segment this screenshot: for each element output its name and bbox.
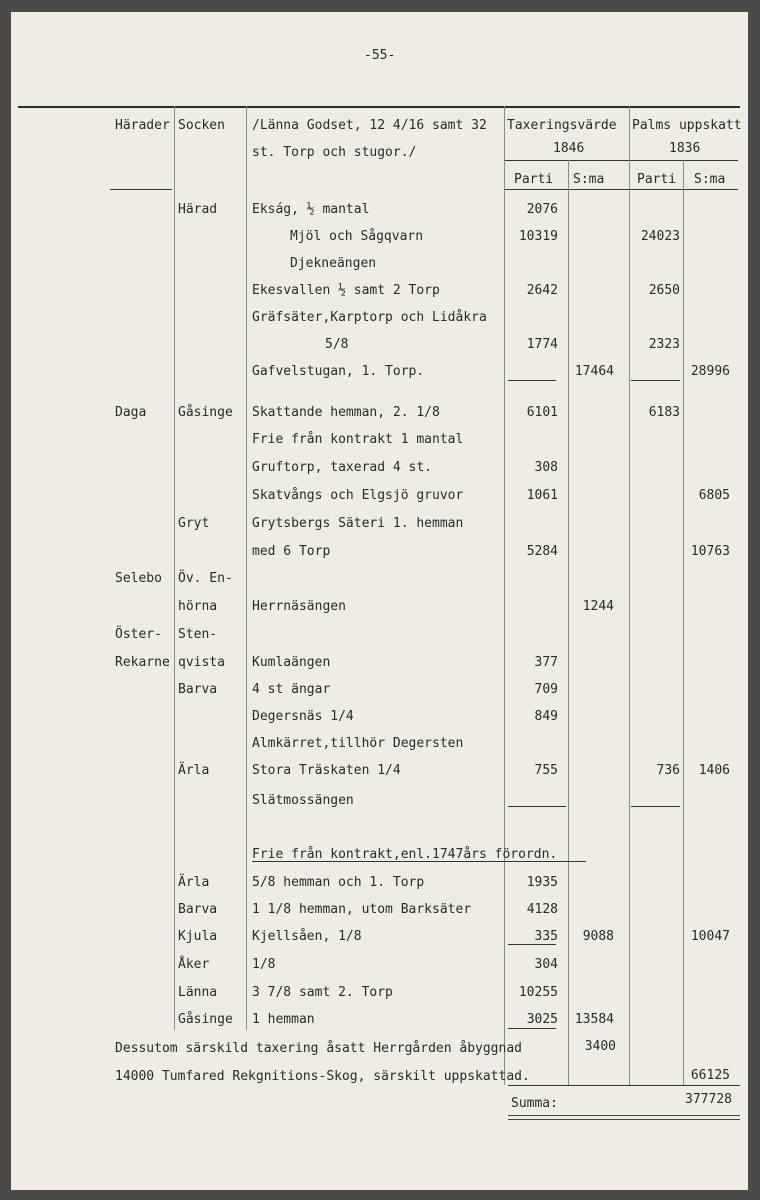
row-tax-parti: 1774 <box>526 337 558 352</box>
row-tax-summa: 17464 <box>574 364 614 379</box>
row-description: Frie från kontrakt,enl.1747års förordn. <box>252 847 558 862</box>
row-description: 5/8 hemman och 1. Torp <box>252 875 425 890</box>
row-tax-parti: 2642 <box>526 283 558 298</box>
row-palms-parti: 2323 <box>648 337 680 352</box>
top-rule <box>18 106 740 108</box>
row-description: Degersnäs 1/4 <box>252 709 354 724</box>
row-tax-parti: 1935 <box>526 875 558 890</box>
row-palms-parti: 6183 <box>648 405 680 420</box>
col-rule-palms <box>629 106 630 1085</box>
row-harad: Rekarne <box>115 655 170 670</box>
row-description: Kjellsåen, 1/8 <box>252 929 362 944</box>
row-socken: Kjula <box>178 929 218 944</box>
row-description: 3 7/8 samt 2. Torp <box>252 985 393 1000</box>
document-page <box>11 12 748 1190</box>
row-socken: Gryt <box>178 516 210 531</box>
row-harad: Selebo <box>115 571 162 586</box>
row-tax-parti: 377 <box>534 655 558 670</box>
row-palms-parti: 24023 <box>640 229 680 244</box>
row-socken: hörna <box>178 599 218 614</box>
header-harader: Härader <box>115 118 170 133</box>
row-socken: Ärla <box>178 875 210 890</box>
row-tax-parti: 2076 <box>526 202 558 217</box>
row-socken: Öv. En- <box>178 571 233 586</box>
row-harad: Daga <box>115 405 147 420</box>
row-palms-summa: 28996 <box>690 364 730 379</box>
footer-line2: 14000 Tumfared Rekgnitions-Skog, särskilt uppskattad. <box>115 1069 530 1084</box>
header-parti-1: Parti <box>514 172 554 187</box>
col-rule-taxsum <box>568 160 569 1085</box>
row-tax-parti: 4128 <box>526 902 558 917</box>
row-socken: Länna <box>178 985 218 1000</box>
row-description: Gafvelstugan, 1. Torp. <box>252 364 425 379</box>
header-sma-1: S:ma <box>573 172 605 187</box>
subtotal-rule-1b <box>631 380 680 381</box>
row-tax-parti: 3025 <box>526 1012 558 1027</box>
header-parti-2: Parti <box>637 172 677 187</box>
row-tax-parti: 849 <box>534 709 558 724</box>
footer-line1: Dessutom särskild taxering åsatt Herrgården åbyggnad <box>115 1041 522 1056</box>
row-description: med 6 Torp <box>252 544 331 559</box>
subtotal-rule-3 <box>508 944 556 945</box>
row-description: Stora Träskaten 1/4 <box>252 763 401 778</box>
header-taxering: Taxeringsvärde <box>507 118 617 133</box>
row-tax-parti: 308 <box>534 460 558 475</box>
row-tax-parti: 10319 <box>518 229 558 244</box>
row-description: 1 hemman <box>252 1012 315 1027</box>
header-sma-2: S:ma <box>694 172 726 187</box>
header-palms-year: 1836 <box>669 141 701 156</box>
row-description: Ekesvallen ½ samt 2 Torp <box>252 283 440 298</box>
row-description: 5/8 <box>325 337 349 352</box>
row-tax-summa: 9088 <box>582 929 614 944</box>
header-desc-line2: st. Torp och stugor./ <box>252 145 417 160</box>
row-description: Grytsbergs Säteri 1. hemman <box>252 516 464 531</box>
header-rule-parti <box>505 189 738 190</box>
row-description: 1/8 <box>252 957 276 972</box>
subtotal-rule-4 <box>508 1028 556 1029</box>
header-desc-line1: /Länna Godset, 12 4/16 samt 32 <box>252 118 487 133</box>
row-description: Djekneängen <box>290 256 377 271</box>
header-palms: Palms uppskatt <box>632 118 742 133</box>
row-socken: Härad <box>178 202 218 217</box>
col-rule-palmssum <box>683 160 684 1085</box>
row-description: Frie från kontrakt 1 mantal <box>252 432 464 447</box>
row-palms-parti: 736 <box>656 763 680 778</box>
summa-label: Summa: <box>511 1096 558 1111</box>
row-socken: Gåsinge <box>178 1012 233 1027</box>
row-tax-parti: 6101 <box>526 405 558 420</box>
row-tax-parti: 5284 <box>526 544 558 559</box>
row-tax-parti: 709 <box>534 682 558 697</box>
row-palms-summa: 6805 <box>698 488 730 503</box>
row-tax-parti: 335 <box>534 929 558 944</box>
row-description: Skatvångs och Elgsjö gruvor <box>252 488 464 503</box>
row-tax-summa: 1244 <box>582 599 614 614</box>
footer-line2-value: 66125 <box>690 1068 730 1083</box>
section-rule-frie <box>252 861 586 862</box>
summa-value: 377728 <box>685 1092 732 1107</box>
row-description: Mjöl och Sågqvarn <box>290 229 424 244</box>
row-palms-parti: 2650 <box>648 283 680 298</box>
row-socken: Gåsinge <box>178 405 233 420</box>
row-socken: Sten- <box>178 627 218 642</box>
row-socken: Ärla <box>178 763 210 778</box>
header-rule-years <box>505 160 738 161</box>
row-description: Kumlaängen <box>252 655 331 670</box>
row-description: 1 1/8 hemman, utom Barksäter <box>252 902 472 917</box>
row-description: Skattande hemman, 2. 1/8 <box>252 405 440 420</box>
col-rule-desc <box>246 106 247 1030</box>
row-palms-summa: 10047 <box>690 929 730 944</box>
header-socken: Socken <box>178 118 225 133</box>
row-tax-parti: 304 <box>534 957 558 972</box>
row-harad: Öster- <box>115 627 162 642</box>
row-socken: Barva <box>178 902 218 917</box>
subtotal-rule-2b <box>631 806 680 807</box>
subtotal-rule-1a <box>508 380 556 381</box>
row-tax-parti: 1061 <box>526 488 558 503</box>
row-description: Herrnäsängen <box>252 599 346 614</box>
footer-line1-value: 3400 <box>584 1039 616 1054</box>
row-description: Gräfsäter,Karptorp och Lidåkra <box>252 310 487 325</box>
header-rule-harader <box>110 189 172 190</box>
subtotal-rule-2a <box>508 806 566 807</box>
summa-double-underline <box>508 1115 740 1120</box>
row-palms-summa: 1406 <box>698 763 730 778</box>
row-palms-summa: 10763 <box>690 544 730 559</box>
footer-rule <box>508 1085 740 1086</box>
header-taxering-year: 1846 <box>553 141 585 156</box>
row-description: Almkärret,tillhör Degersten <box>252 736 464 751</box>
row-description: 4 st ängar <box>252 682 331 697</box>
row-socken: Åker <box>178 957 210 972</box>
row-tax-parti: 10255 <box>518 985 558 1000</box>
row-description: Slätmossängen <box>252 793 354 808</box>
row-description: Ekság, ½ mantal <box>252 202 370 217</box>
row-tax-summa: 13584 <box>574 1012 614 1027</box>
row-socken: Barva <box>178 682 218 697</box>
row-socken: qvista <box>178 655 225 670</box>
row-description: Gruftorp, taxerad 4 st. <box>252 460 433 475</box>
page-number: -55- <box>364 48 396 63</box>
col-rule-socken <box>174 106 175 1030</box>
row-tax-parti: 755 <box>534 763 558 778</box>
